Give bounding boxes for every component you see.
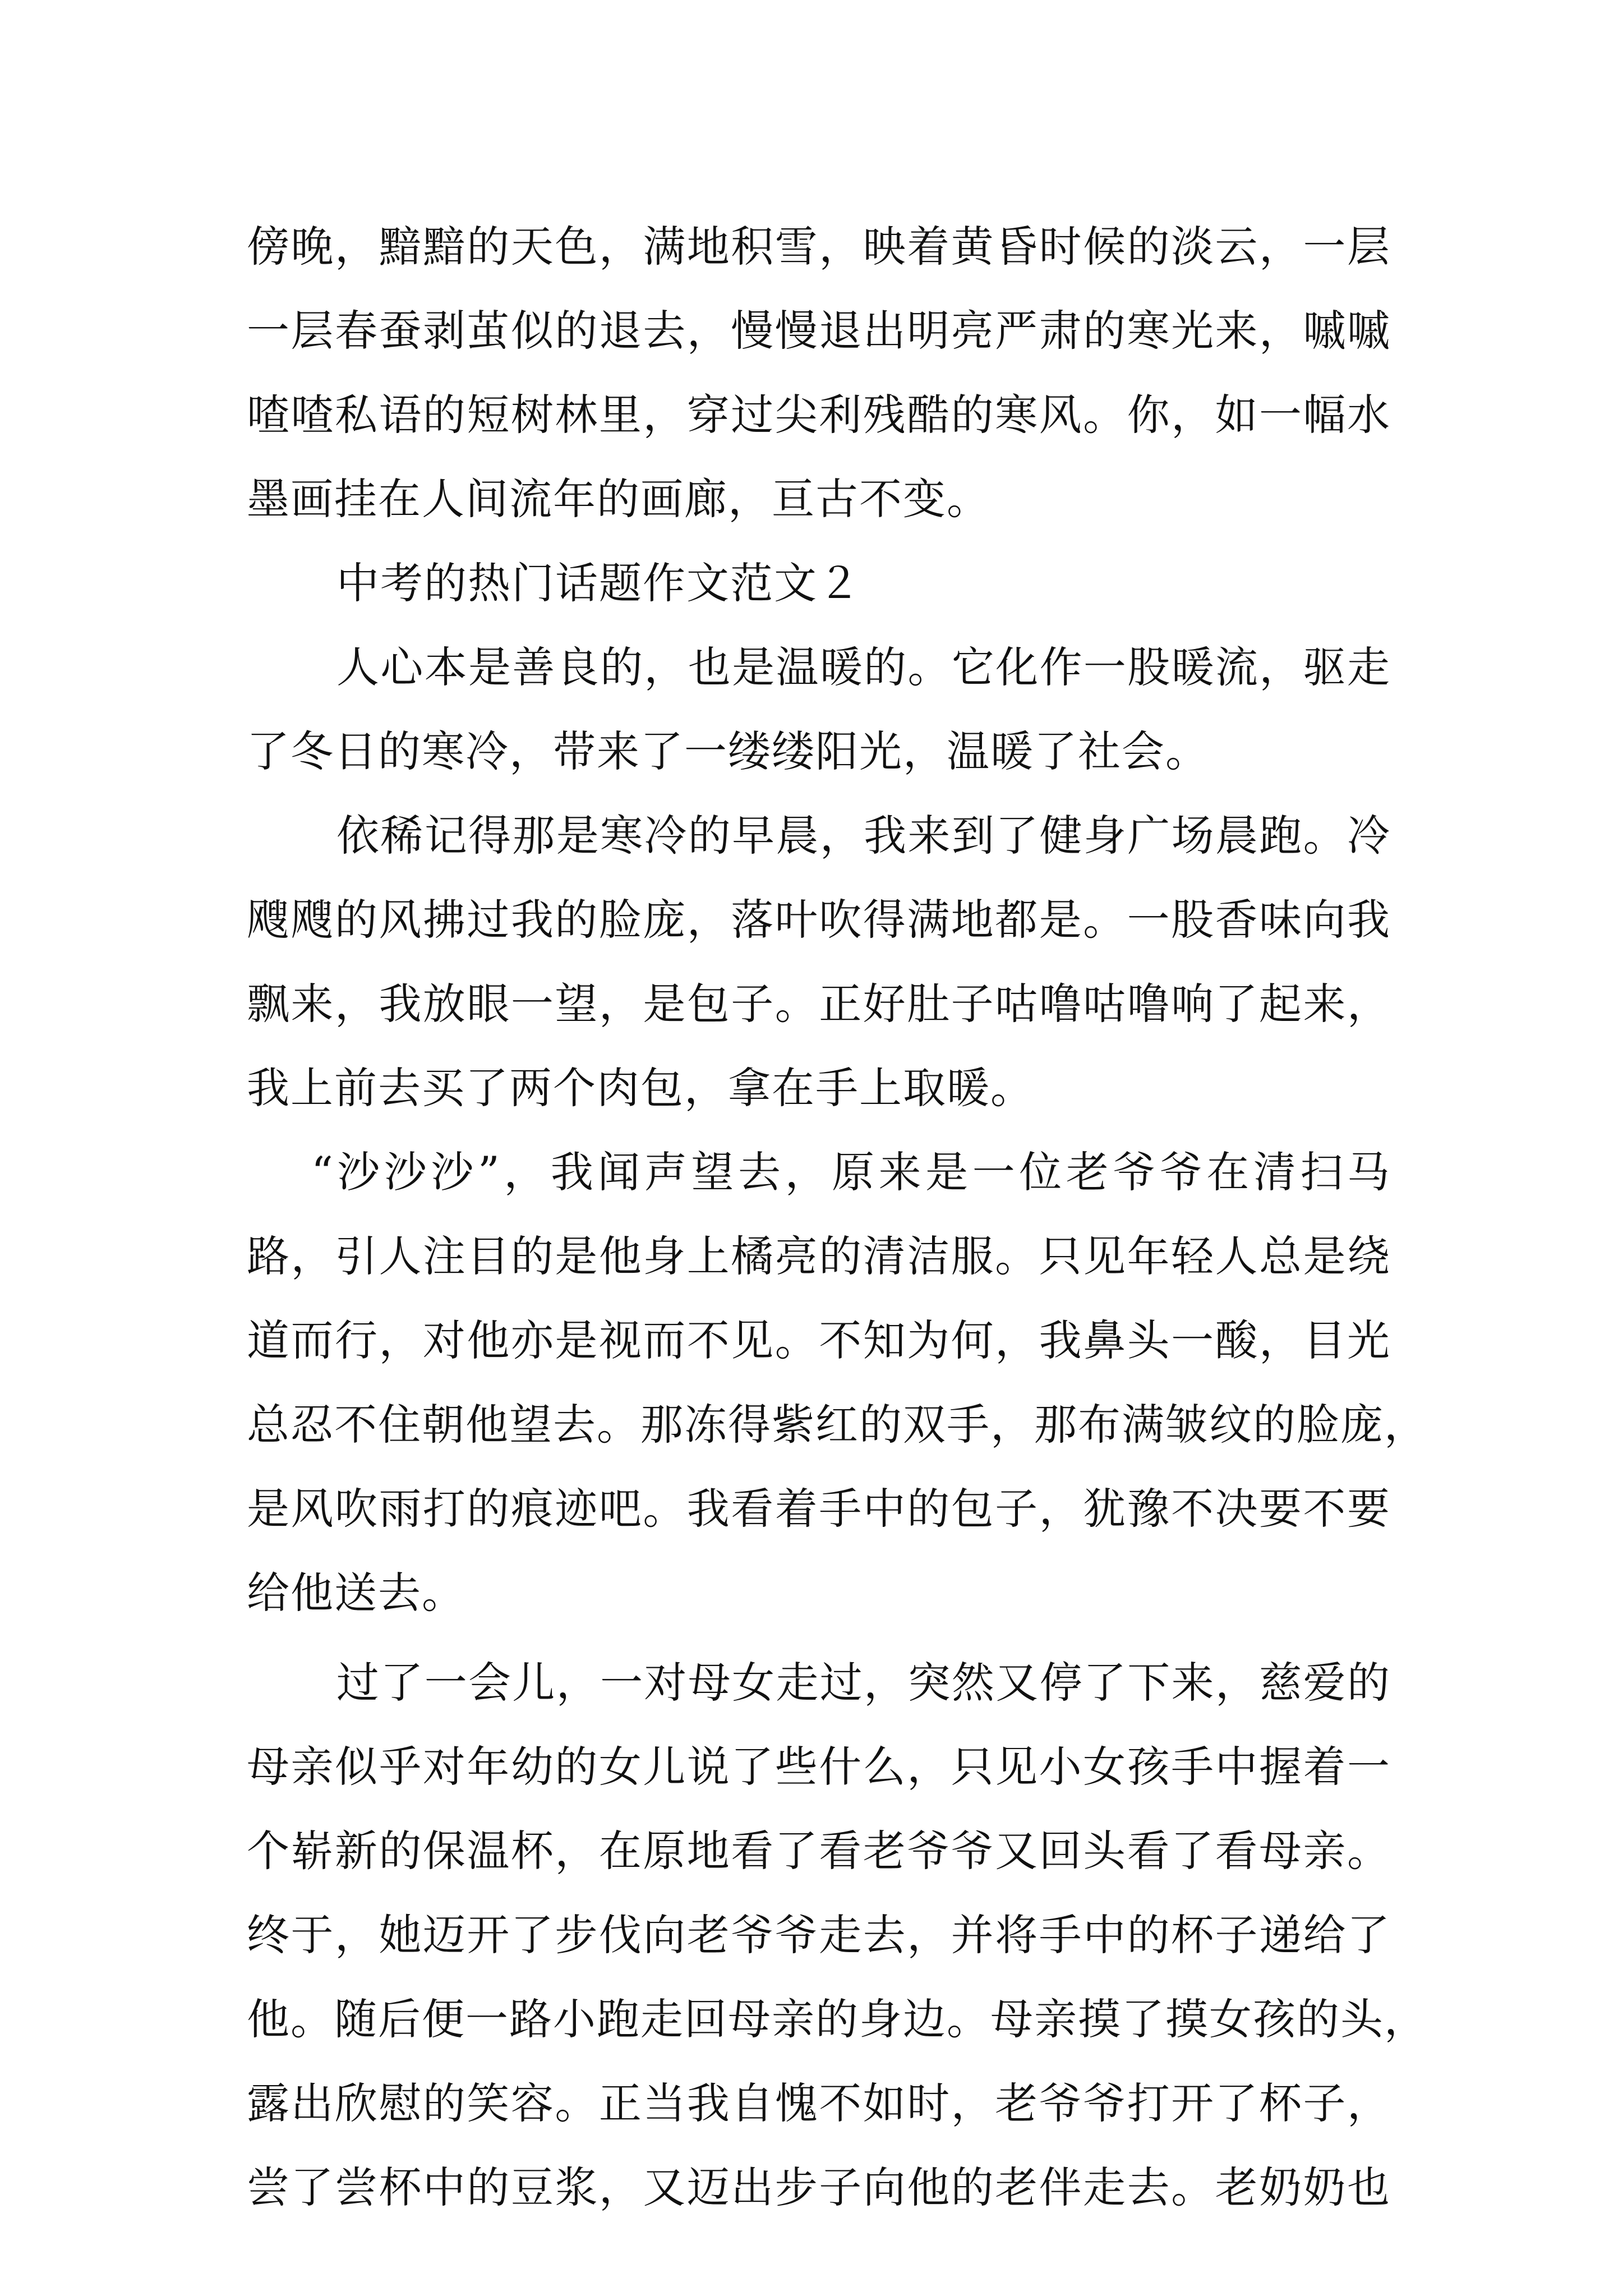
section-heading <box>247 541 1391 625</box>
text-line: 终于，她迈开了步伐向老爷爷走去，并将手中的杯子递给了 <box>247 1910 1391 1960</box>
text-line: 飘来，我放眼一望，是包子。正好肚子咕噜咕噜响了起来， <box>247 979 1391 1029</box>
text-line: 给他送去。 <box>247 1568 465 1618</box>
paragraph <box>247 1641 1428 2230</box>
paragraph <box>247 1130 1428 1635</box>
paragraph <box>247 794 1391 1130</box>
text-line: 路，引人注目的是他身上橘亮的清洁服。只见年轻人总是绕 <box>247 1231 1391 1281</box>
text-line: 飕飕的风拂过我的脸庞，落叶吹得满地都是。一股香味向我 <box>247 895 1391 945</box>
text-line: 墨画挂在人间流年的画廊，亘古不变。 <box>247 474 990 524</box>
text-line: 喳喳私语的短树林里，穿过尖利残酷的寒风。你，如一幅水 <box>247 390 1391 440</box>
heading-text: 中考的热门话题作文范文２ <box>336 558 861 608</box>
text-line: 他。随后便一路小跑走回母亲的身边。母亲摸了摸女孩的头， <box>247 1994 1428 2044</box>
text-line: 一层春蚕剥茧似的退去，慢慢退出明亮严肃的寒光来，嘁嘁 <box>247 306 1391 356</box>
text-line: 是风吹雨打的痕迹吧。我看着手中的包子，犹豫不决要不要 <box>247 1484 1391 1534</box>
text-line: “沙沙沙”，我闻声望去，原来是一位老爷爷在清扫马 <box>311 1147 1391 1197</box>
text-line: 个崭新的保温杯，在原地看了看老爷爷又回头看了看母亲。 <box>247 1826 1391 1876</box>
text-line: 道而行，对他亦是视而不见。不知为何，我鼻头一酸，目光 <box>247 1315 1391 1365</box>
paragraph <box>247 205 1391 541</box>
text-line: 总忍不住朝他望去。那冻得紫红的双手，那布满皱纹的脸庞， <box>247 1400 1428 1450</box>
text-line: 过了一会儿，一对母女走过，突然又停了下来，慈爱的 <box>336 1658 1391 1708</box>
text-line: 露出欣慰的笑容。正当我自愧不如时，老爷爷打开了杯子， <box>247 2078 1391 2128</box>
text-line: 尝了尝杯中的豆浆，又迈出步子向他的老伴走去。老奶奶也 <box>247 2162 1391 2212</box>
text-line: 傍晚，黯黯的天色，满地积雪，映着黄昏时候的淡云，一层 <box>247 222 1391 272</box>
paragraph <box>247 625 1391 794</box>
text-line: 了冬日的寒冷，带来了一缕缕阳光，温暖了社会。 <box>247 726 1209 776</box>
text-line: 母亲似乎对年幼的女儿说了些什么，只见小女孩手中握着一 <box>247 1742 1391 1792</box>
text-line: 人心本是善良的，也是温暖的。它化作一股暖流，驱走 <box>336 642 1391 692</box>
text-line: 依稀记得那是寒冷的早晨，我来到了健身广场晨跑。冷 <box>336 811 1391 861</box>
document-body <box>247 205 1428 2230</box>
text-line: 我上前去买了两个肉包，拿在手上取暖。 <box>247 1063 1034 1113</box>
paragraph-gap <box>247 1635 1391 1641</box>
